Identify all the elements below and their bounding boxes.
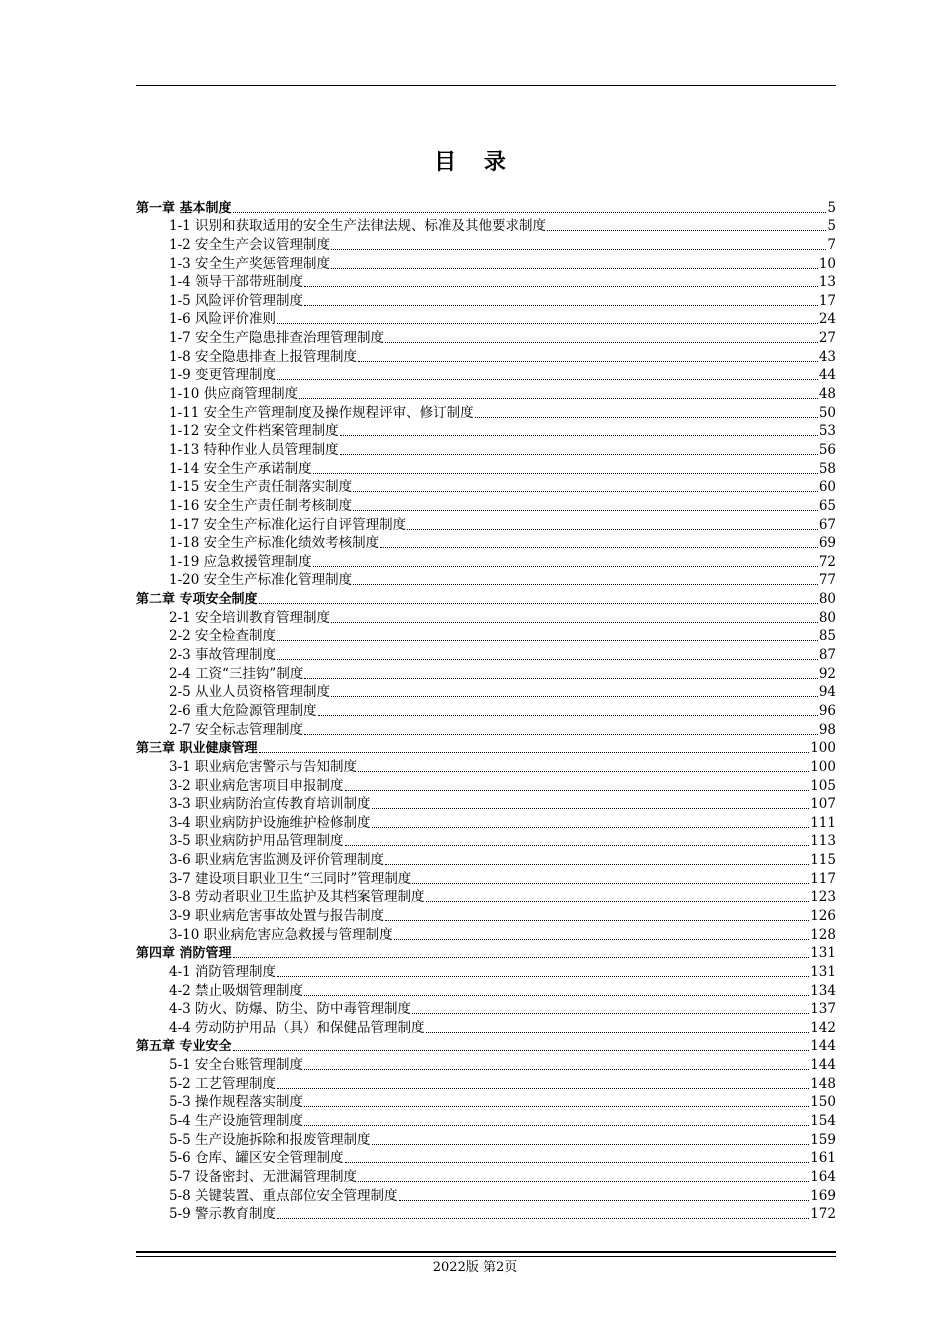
toc-section-entry[interactable] [136, 757, 836, 776]
dot-leader [475, 417, 818, 418]
toc-entry-page-number: 154 [810, 1113, 836, 1130]
toc-entry-page-number: 159 [810, 1131, 836, 1148]
toc-entry-title: 4-1 消防管理制度 [169, 963, 277, 980]
toc-entry-title: 1-15 安全生产责任制落实制度 [169, 479, 353, 496]
dot-leader [233, 957, 810, 958]
toc-section-entry[interactable] [136, 664, 836, 683]
toc-entry-page-number: 27 [818, 330, 836, 347]
toc-entry-title: 1-1 识别和获取适用的安全生产法律法规、标准及其他要求制度 [169, 218, 547, 235]
dot-leader [412, 883, 809, 884]
toc-entry-page-number: 100 [810, 758, 836, 775]
toc-entry-title: 4-2 禁止吸烟管理制度 [169, 982, 304, 999]
dot-leader [372, 808, 810, 809]
dot-leader [277, 640, 818, 641]
toc-section-entry[interactable] [136, 403, 836, 422]
toc-entry-page-number: 80 [818, 591, 836, 608]
toc-section-entry[interactable] [136, 869, 836, 888]
dot-leader [399, 1200, 810, 1201]
toc-section-entry[interactable] [136, 347, 836, 366]
toc-section-entry[interactable] [136, 962, 836, 981]
toc-entry-title: 1-10 供应商管理制度 [169, 386, 299, 403]
toc-entry-title: 4-4 劳动防护用品（具）和保健品管理制度 [169, 1019, 425, 1036]
dot-leader [277, 379, 818, 380]
toc-entry-title: 5-5 生产设施拆除和报废管理制度 [169, 1131, 371, 1148]
toc-entry-title: 1-14 安全生产承诺制度 [169, 460, 312, 477]
toc-entry-title: 1-9 变更管理制度 [169, 367, 277, 384]
toc-section-entry[interactable] [136, 291, 836, 310]
toc-entry-title: 第四章 消防管理 [136, 946, 232, 962]
dot-leader [277, 1088, 809, 1089]
dot-leader [331, 249, 826, 250]
dot-leader [259, 752, 810, 753]
toc-entry-title: 第五章 专业安全 [136, 1039, 232, 1055]
toc-section-entry[interactable] [136, 795, 836, 814]
toc-entry-page-number: 115 [810, 852, 836, 869]
dot-leader [380, 547, 818, 548]
toc-section-entry[interactable] [136, 701, 836, 720]
dot-leader [304, 286, 818, 287]
toc-section-entry[interactable] [136, 534, 836, 553]
toc-entry-page-number: 17 [818, 292, 836, 309]
dot-leader [277, 976, 809, 977]
toc-entry-title: 1-5 风险评价管理制度 [169, 292, 304, 309]
toc-section-entry[interactable] [136, 1093, 836, 1112]
toc-entry-page-number: 137 [810, 1001, 836, 1018]
toc-entry-page-number: 164 [810, 1168, 836, 1185]
toc-entry-title: 3-2 职业病危害项目申报制度 [169, 777, 344, 794]
toc-entry-page-number: 10 [818, 255, 836, 272]
toc-entry-title: 5-6 仓库、罐区安全管理制度 [169, 1150, 344, 1167]
toc-entry-page-number: 77 [818, 572, 836, 589]
toc-section-entry[interactable] [136, 1149, 836, 1168]
dot-leader [426, 1032, 810, 1033]
toc-entry-page-number: 113 [810, 833, 836, 850]
toc-entry-page-number: 123 [810, 889, 836, 906]
toc-section-entry[interactable] [136, 384, 836, 403]
dot-leader [353, 491, 818, 492]
toc-entry-page-number: 134 [810, 982, 836, 999]
toc-entry-title: 2-1 安全培训教育管理制度 [169, 609, 331, 626]
toc-entry-page-number: 131 [810, 945, 836, 962]
footer-rule-thin [136, 1256, 836, 1257]
dot-leader [426, 901, 810, 902]
toc-section-entry[interactable] [136, 422, 836, 441]
toc-section-entry[interactable] [136, 925, 836, 944]
toc-section-entry[interactable] [136, 1074, 836, 1093]
toc-entry-page-number: 24 [818, 311, 836, 328]
toc-section-entry[interactable] [136, 459, 836, 478]
toc-section-entry[interactable] [136, 328, 836, 347]
toc-entry-page-number: 142 [810, 1019, 836, 1036]
toc-entry-title: 1-6 风险评价准则 [169, 311, 277, 328]
table-of-contents [136, 198, 836, 1223]
toc-entry-page-number: 98 [818, 721, 836, 738]
toc-section-entry[interactable] [136, 1000, 836, 1019]
toc-section-entry[interactable] [136, 627, 836, 646]
page-footer: 2022版 第2页 [432, 1260, 518, 1275]
toc-entry-title: 第二章 专项安全制度 [136, 592, 258, 608]
header-rule [136, 85, 836, 86]
toc-entry-title: 3-3 职业病防治宣传教育培训制度 [169, 796, 371, 813]
dot-leader [345, 1162, 810, 1163]
toc-entry-title: 2-4 工资“三挂钩”制度 [169, 665, 304, 682]
toc-section-entry[interactable] [136, 552, 836, 571]
toc-entry-page-number: 5 [827, 199, 836, 216]
dot-leader [340, 454, 818, 455]
toc-entry-page-number: 43 [818, 348, 836, 365]
dot-leader [385, 342, 818, 343]
toc-section-entry[interactable] [136, 720, 836, 739]
toc-section-entry[interactable] [136, 1111, 836, 1130]
toc-section-entry[interactable] [136, 478, 836, 497]
dot-leader [345, 845, 810, 846]
dot-leader [277, 659, 818, 660]
toc-section-entry[interactable] [136, 832, 836, 851]
toc-chapter-entry[interactable] [136, 589, 836, 608]
dot-leader [340, 435, 818, 436]
toc-entry-page-number: 144 [810, 1038, 836, 1055]
page-title: 目 录 [434, 150, 516, 175]
dot-leader [372, 1144, 810, 1145]
toc-entry-title: 2-3 事故管理制度 [169, 647, 277, 664]
dot-leader [277, 323, 818, 324]
toc-entry-title: 1-12 安全文件档案管理制度 [169, 423, 339, 440]
toc-entry-title: 5-4 生产设施管理制度 [169, 1113, 304, 1130]
dot-leader [353, 510, 818, 511]
toc-entry-page-number: 169 [810, 1187, 836, 1204]
dot-leader [331, 268, 818, 269]
dot-leader [394, 939, 810, 940]
toc-section-entry[interactable] [136, 496, 836, 515]
toc-entry-title: 1-8 安全隐患排查上报管理制度 [169, 348, 358, 365]
toc-section-entry[interactable] [136, 440, 836, 459]
toc-entry-page-number: 144 [810, 1057, 836, 1074]
toc-section-entry[interactable] [136, 645, 836, 664]
toc-entry-title: 1-13 特种作业人员管理制度 [169, 441, 339, 458]
toc-section-entry[interactable] [136, 1205, 836, 1224]
dot-leader [318, 715, 818, 716]
toc-entry-page-number: 80 [818, 609, 836, 626]
dot-leader [331, 696, 818, 697]
dot-leader [407, 529, 818, 530]
toc-section-entry[interactable] [136, 608, 836, 627]
dot-leader [304, 305, 818, 306]
toc-entry-page-number: 94 [818, 684, 836, 701]
toc-section-entry[interactable] [136, 571, 836, 590]
toc-entry-title: 3-9 职业病危害事故处置与报告制度 [169, 907, 385, 924]
toc-entry-title: 1-17 安全生产标准化运行自评管理制度 [169, 516, 407, 533]
dot-leader [345, 790, 810, 791]
toc-entry-title: 3-6 职业病危害监测及评价管理制度 [169, 852, 385, 869]
toc-entry-page-number: 96 [818, 702, 836, 719]
toc-entry-title: 3-10 职业病危害应急救援与管理制度 [169, 926, 393, 943]
toc-entry-page-number: 131 [810, 963, 836, 980]
toc-entry-page-number: 69 [818, 535, 836, 552]
toc-entry-page-number: 7 [827, 236, 836, 253]
dot-leader [385, 920, 809, 921]
toc-entry-page-number: 105 [810, 777, 836, 794]
dot-leader [353, 584, 818, 585]
toc-entry-title: 5-8 关键装置、重点部位安全管理制度 [169, 1187, 398, 1204]
toc-section-entry[interactable] [136, 1130, 836, 1149]
toc-section-entry[interactable] [136, 981, 836, 1000]
toc-entry-page-number: 85 [818, 628, 836, 645]
toc-entry-page-number: 87 [818, 647, 836, 664]
toc-entry-title: 1-7 安全生产隐患排查治理管理制度 [169, 330, 385, 347]
dot-leader [233, 212, 827, 213]
toc-entry-title: 2-6 重大危险源管理制度 [169, 702, 317, 719]
toc-entry-title: 3-4 职业病防护设施维护检修制度 [169, 814, 371, 831]
toc-chapter-entry[interactable] [136, 198, 836, 217]
toc-entry-page-number: 67 [818, 516, 836, 533]
toc-entry-title: 2-7 安全标志管理制度 [169, 721, 304, 738]
toc-entry-page-number: 65 [818, 497, 836, 514]
toc-entry-page-number: 172 [810, 1206, 836, 1223]
toc-section-entry[interactable] [136, 254, 836, 273]
toc-entry-title: 5-1 安全台账管理制度 [169, 1057, 304, 1074]
toc-entry-title: 1-3 安全生产奖惩管理制度 [169, 255, 331, 272]
dot-leader [233, 1050, 810, 1051]
toc-entry-page-number: 58 [818, 460, 836, 477]
toc-entry-page-number: 161 [810, 1150, 836, 1167]
toc-entry-title: 1-19 应急救援管理制度 [169, 553, 312, 570]
toc-section-entry[interactable] [136, 1167, 836, 1186]
toc-entry-title: 5-7 设备密封、无泄漏管理制度 [169, 1168, 358, 1185]
toc-entry-title: 1-4 领导干部带班制度 [169, 274, 304, 291]
toc-section-entry[interactable] [136, 515, 836, 534]
toc-entry-title: 5-3 操作规程落实制度 [169, 1094, 304, 1111]
toc-entry-title: 1-2 安全生产会议管理制度 [169, 236, 331, 253]
toc-entry-title: 第一章 基本制度 [136, 200, 232, 216]
toc-entry-title: 2-2 安全检查制度 [169, 628, 277, 645]
toc-entry-page-number: 60 [818, 479, 836, 496]
toc-entry-title: 1-20 安全生产标准化管理制度 [169, 572, 353, 589]
toc-entry-page-number: 111 [810, 814, 836, 831]
dot-leader [547, 230, 826, 231]
toc-entry-page-number: 128 [810, 926, 836, 943]
dot-leader [358, 361, 818, 362]
dot-leader [304, 1125, 809, 1126]
toc-section-entry[interactable] [136, 1055, 836, 1074]
toc-section-entry[interactable] [136, 906, 836, 925]
toc-entry-title: 1-16 安全生产责任制考核制度 [169, 497, 353, 514]
dot-leader [313, 473, 818, 474]
dot-leader [259, 603, 818, 604]
dot-leader [358, 1181, 809, 1182]
toc-section-entry[interactable] [136, 813, 836, 832]
dot-leader [313, 566, 818, 567]
dot-leader [304, 678, 817, 679]
dot-leader [331, 622, 818, 623]
toc-entry-page-number: 107 [810, 796, 836, 813]
toc-entry-page-number: 50 [818, 404, 836, 421]
toc-entry-page-number: 148 [810, 1075, 836, 1092]
toc-entry-page-number: 44 [818, 367, 836, 384]
toc-entry-page-number: 72 [818, 553, 836, 570]
toc-entry-page-number: 5 [827, 218, 836, 235]
toc-entry-title: 1-18 安全生产标准化绩效考核制度 [169, 535, 380, 552]
toc-entry-title: 3-5 职业病防护用品管理制度 [169, 833, 344, 850]
dot-leader [358, 771, 809, 772]
toc-entry-page-number: 150 [810, 1094, 836, 1111]
dot-leader [304, 1106, 809, 1107]
toc-entry-title: 3-1 职业病危害警示与告知制度 [169, 758, 358, 775]
toc-chapter-entry[interactable] [136, 944, 836, 963]
toc-chapter-entry[interactable] [136, 1037, 836, 1056]
toc-section-entry[interactable] [136, 235, 836, 254]
toc-section-entry[interactable] [136, 776, 836, 795]
dot-leader [304, 995, 809, 996]
dot-leader [299, 398, 818, 399]
toc-entry-title: 3-8 劳动者职业卫生监护及其档案管理制度 [169, 889, 425, 906]
toc-entry-title: 2-5 从业人员资格管理制度 [169, 684, 331, 701]
footer-rule-thick [136, 1251, 836, 1253]
toc-section-entry[interactable] [136, 888, 836, 907]
dot-leader [412, 1013, 809, 1014]
dot-leader [385, 864, 809, 865]
toc-chapter-entry[interactable] [136, 739, 836, 758]
toc-entry-title: 5-9 警示教育制度 [169, 1206, 277, 1223]
toc-section-entry[interactable] [136, 310, 836, 329]
toc-section-entry[interactable] [136, 1186, 836, 1205]
toc-entry-title: 第三章 职业健康管理 [136, 741, 258, 757]
toc-section-entry[interactable] [136, 1018, 836, 1037]
toc-section-entry[interactable] [136, 850, 836, 869]
toc-section-entry[interactable] [136, 366, 836, 385]
toc-entry-title: 3-7 建设项目职业卫生“三同时”管理制度 [169, 870, 412, 887]
dot-leader [304, 734, 818, 735]
toc-section-entry[interactable] [136, 273, 836, 292]
toc-entry-page-number: 48 [818, 386, 836, 403]
toc-entry-page-number: 56 [818, 441, 836, 458]
toc-entry-page-number: 92 [818, 665, 836, 682]
toc-entry-title: 1-11 安全生产管理制度及操作规程评审、修订制度 [169, 404, 474, 421]
toc-entry-page-number: 126 [810, 907, 836, 924]
dot-leader [372, 827, 810, 828]
toc-entry-page-number: 117 [810, 870, 836, 887]
dot-leader [304, 1069, 809, 1070]
toc-entry-title: 4-3 防火、防爆、防尘、防中毒管理制度 [169, 1001, 412, 1018]
toc-entry-page-number: 53 [818, 423, 836, 440]
dot-leader [277, 1218, 809, 1219]
toc-entry-page-number: 100 [810, 740, 836, 757]
toc-section-entry[interactable] [136, 217, 836, 236]
toc-section-entry[interactable] [136, 683, 836, 702]
toc-entry-title: 5-2 工艺管理制度 [169, 1075, 277, 1092]
toc-entry-page-number: 13 [818, 274, 836, 291]
